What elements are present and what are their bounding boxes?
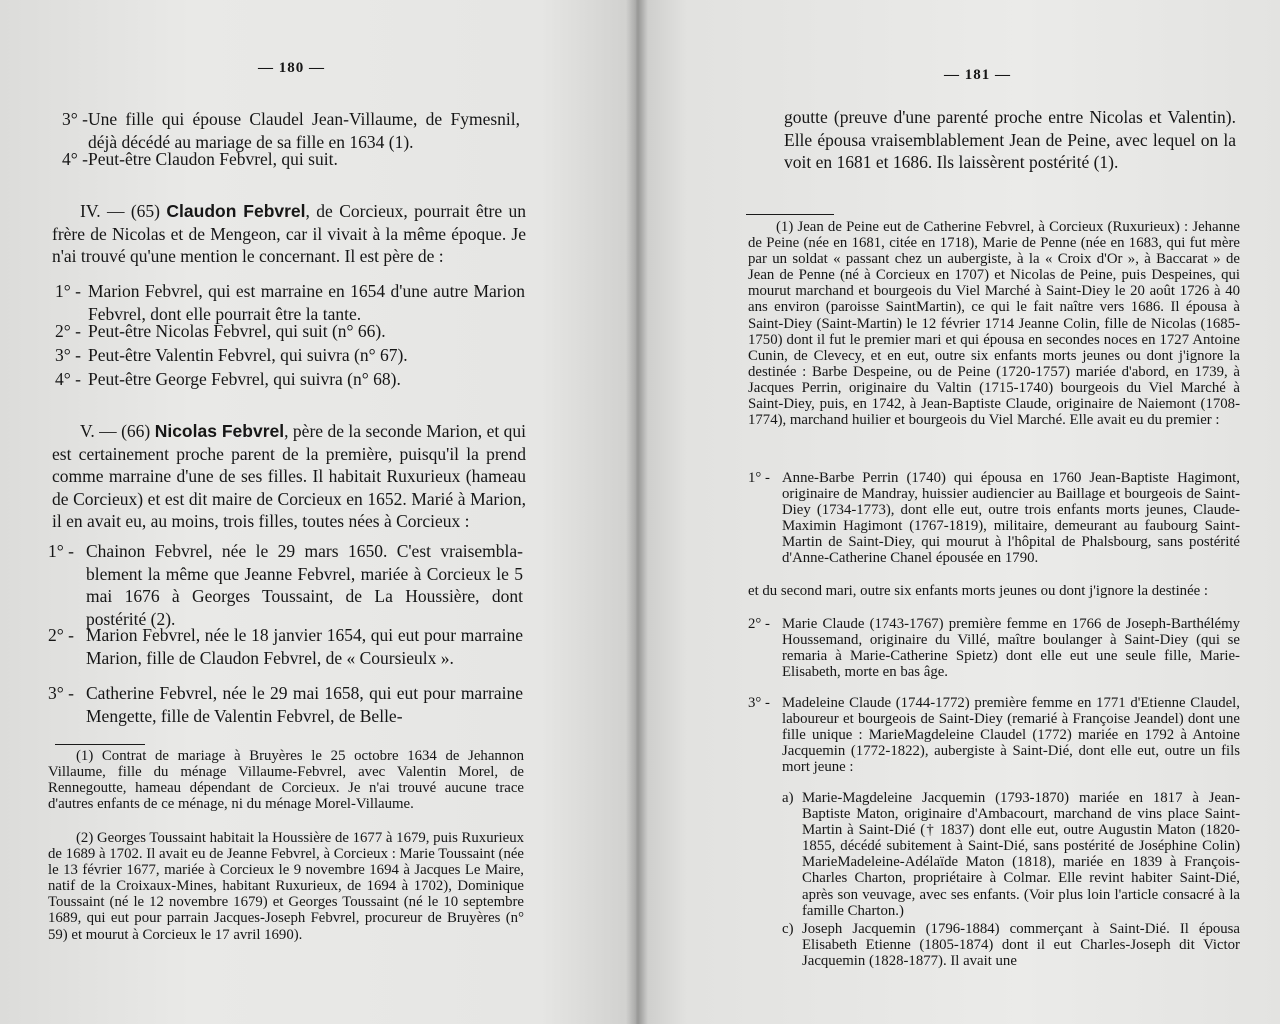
item-number: 3° - <box>748 695 770 711</box>
item-text: Anne-Barbe Perrin (1740) qui épousa en 1760 Jean-Baptiste Hagimont, originaire de Mandray, huissier audiencier au Baillage et bourgeois de Saint-Diey (1734-1773), dont elle eut, outre trois enfants morts jeunes, Claude-Maximin Hagimont (1767-1819), militaire, demeurant au faubourg Saint-Martin de Saint-Diey, qui mourut à l'hôpital de Phalsbourg, sans postérité d'Anne-Catherine Chanel épousée en 1790. <box>782 470 1240 567</box>
item-text: Joseph Jacquemin (1796-1884) commerçant à Saint-Dié. Il épousa Elisabeth Etienne (1805-1874) dont il eut Charles-Joseph dit Victor Jacquemin (1828-1877). Il avait une <box>802 921 1240 970</box>
item-number: 2° - <box>55 321 81 341</box>
person-name: Claudon Febvrel <box>166 201 306 221</box>
list-item <box>48 540 523 630</box>
list-item <box>48 682 523 727</box>
footnote-list-item <box>748 616 1240 680</box>
item-text: Marie-Magdeleine Jacquemin (1793-1870) mariée en 1817 à Jean-Baptiste Maton, originaire d'Ambacourt, marchand de vins place Saint-Martin à Saint-Dié († 1837) dont elle eut, outre Augustin Maton (1820-1855, décédé subitement à Saint-Dié, sans postérité de Joséphine Colin) MarieMadeleine-Adélaïde Maton (1818), mariée en 1839 à François-Charles Charton, propriétaire à Colmar. Elle revint habiter Saint-Dié, après son veuvage, avec ses enfants. (Voir plus loin l'article consacré à la famille Charton.) <box>802 790 1240 919</box>
footnote-separator <box>55 744 145 745</box>
footnote-text: et du second mari, outre six enfants morts jeunes ou dont j'ignore la destinée : <box>748 583 1209 599</box>
item-text: Catherine Febvrel, née le 29 mai 1658, qui eut pour marraine Mengette, fille de Valentin Febvrel, de Belle- <box>86 683 523 726</box>
footnote-list-item <box>748 695 1240 775</box>
item-text: Une fille qui épouse Claudel Jean-Villaume, de Fymesnil, déjà décédé au mariage de sa fille en 1634 (1). <box>88 109 520 152</box>
page-number: — 180 — <box>258 60 325 76</box>
list-item <box>55 280 525 325</box>
footnote-list-item <box>748 470 1240 567</box>
item-letter: c) <box>782 921 794 937</box>
section-text: , de Corcieux, pourrait être un frère de Nicolas et de Mengeon, car il vivait à la même époque. Je n'ai trouvé qu'une mention le concernant. Il est père de : <box>52 201 526 267</box>
item-number: 4° - <box>62 149 88 169</box>
item-number: 1° - <box>48 541 74 561</box>
item-text: Marie Claude (1743-1767) première femme en 1766 de Joseph-Barthélémy Houssemand, originaire du Villé, maître boulanger à Saint-Diey (qui se remaria à Marie-Catherine Spietz) dont elle eut une seule fille, Marie-Elisabeth, morte en bas âge. <box>782 616 1240 681</box>
right-page <box>636 0 1280 1024</box>
item-number: 3° - <box>62 109 88 129</box>
item-number: 3° - <box>48 683 74 703</box>
item-text: Peut-être Valentin Febvrel, qui suivra (n° 67). <box>88 345 408 365</box>
item-number: 1° - <box>748 470 770 486</box>
section-text: , père de la seconde Marion, et qui est certainement proche parent de la première, puisqu'il la prend comme marraine d'une de ses filles. Il habitait Ruxurieux (hameau de Corcieux) et est dit maire de Corcieux en 1652. Marié à Marion, il en avait eu, au moins, trois filles, toutes nées à Corcieux : <box>52 421 526 532</box>
item-text: Peut-être George Febvrel, qui suivra (n° 68). <box>88 369 401 389</box>
item-number: 4° - <box>55 369 81 389</box>
list-item <box>62 108 520 153</box>
footnote: (1) Jean de Peine eut de Catherine Febvrel, à Corcieux (Ruxurieux) : Jehanne de Peine (née en 1681, citée en 1718), Marie de Penne (née en 1683, qui fut mère par un soldat « passant chez un aubergiste, à la « Croix d'Or », à Baccarat » de Jean de Penne (né à Corcieux en 1707) et Nicolas de Peine, puis Despeines, qui mourut marchand et bourgeois du Viel Marché à Saint-Diey le 20 août 1726 à 40 ans environ (paroisse SaintMartin), ce qui le fait naître vers 1686. Il épousa à Saint-Diey (Saint-Martin) le 12 février 1714 Jeanne Colin, fille de Nicolas (1685-1750) dont il fut le premier mari et qui épousa en secondes noces en 1727 Antoine Cunin, de Clevecy, et en eut, outre six enfants morts jeunes ou dont j'ignore la destinée : Barbe Despeine, ou de Peine (1720-1757) mariée d'abord, en 1739, à Jacques Perrin, originaire du Valtin (1715-1740) bourgeois du Viel Marché à Saint-Diey, puis, en 1742, à Jean-Baptiste Claude, originaire de Naiemont (1708-1774), marchand huilier et bourgeois du Viel Marché. Elle avait eu du premier : <box>748 219 1240 429</box>
item-number: 2° - <box>748 616 770 632</box>
item-text: Chainon Febvrel, née le 29 mars 1650. C'est vraisemblablement la même que Jeanne Febvrel, mariée à Corcieux le 5 mai 1676 à Georges Toussaint, de La Houssière, dont postérité (2). <box>86 541 523 629</box>
footnote-sub-item <box>782 921 1240 969</box>
list-item <box>48 624 523 669</box>
section-number: IV. — (65) <box>80 201 167 221</box>
section-number: V. — (66) <box>80 421 155 441</box>
list-item <box>62 148 520 171</box>
item-text: Madeleine Claude (1744-1772) première femme en 1771 d'Etienne Claudel, laboureur et bourgeois de Saint-Diey (remarié à Françoise Jeandel) dont une fille unique : MarieMagdeleine Claudel (1772) mariée en 1792 à Antoine Jacquemin (1772-1822), aubergiste à Saint-Dié, dont elle eut, outre un fils mort jeune : <box>782 695 1240 776</box>
footnote-sub-item <box>782 790 1240 919</box>
footnote-separator <box>746 214 834 215</box>
book-gutter <box>626 0 648 1024</box>
item-number: 3° - <box>55 345 81 365</box>
item-number: 2° - <box>48 625 74 645</box>
item-number: 1° - <box>55 281 81 301</box>
section-iv-paragraph <box>52 200 526 268</box>
page-number: — 181 — <box>944 67 1011 83</box>
item-letter: a) <box>782 790 794 806</box>
footnote: (1) Contrat de mariage à Bruyères le 25 octobre 1634 de Jehannon Villaume, fille du ménage Villaume-Febvrel, avec Valentin Morel, de Rennegoutte, hameau dépendant de Corcieux. Je n'ai trouvé aucune trace d'autres enfants de ce ménage, ni du ménage Morel-Villaume. <box>48 748 524 813</box>
item-text: Marion Febvrel, née le 18 janvier 1654, qui eut pour marraine Marion, fille de Claudon Febvrel, de « Coursieulx ». <box>86 625 523 668</box>
section-v-paragraph <box>52 420 526 533</box>
footnote: (2) Georges Toussaint habitait la Houssière de 1677 à 1679, puis Ruxurieux de 1689 à 1702. Il avait eu de Jeanne Febvrel, à Corcieux : Marie Toussaint (née le 13 février 1677, mariée à Corcieux le 9 novembre 1694 à Jacques Le Maire, natif de la Croixaux-Mines, habitant Ruxurieux, de 1694 à 1702), Dominique Toussaint (né le 12 novembre 1679) et Georges Toussaint (né le 10 septembre 1689, qui eut pour parrain Jacques-Joseph Febvrel, procureur de Bruyères (n° 59) et mourut à Corcieux le 17 avril 1690). <box>48 830 525 943</box>
person-name: Nicolas Febvrel <box>154 421 285 441</box>
item-text: Peut-être Nicolas Febvrel, qui suit (n° 66). <box>88 321 386 341</box>
left-page <box>0 0 636 1024</box>
list-item <box>55 344 525 367</box>
continuation-paragraph: goutte (preuve d'une parenté proche entre Nicolas et Valentin). Elle épousa vraisemblablement Jean de Peine, avec lequel on la voit en 1681 et 1686. Ils laissèrent postérité (1). <box>784 107 1236 173</box>
item-text: Peut-être Claudon Febvrel, qui suit. <box>88 149 338 169</box>
item-text: Marion Febvrel, qui est marraine en 1654 d'une autre Marion Febvrel, dont elle pourrait être la tante. <box>88 281 525 324</box>
list-item <box>55 368 525 391</box>
list-item <box>55 320 525 343</box>
